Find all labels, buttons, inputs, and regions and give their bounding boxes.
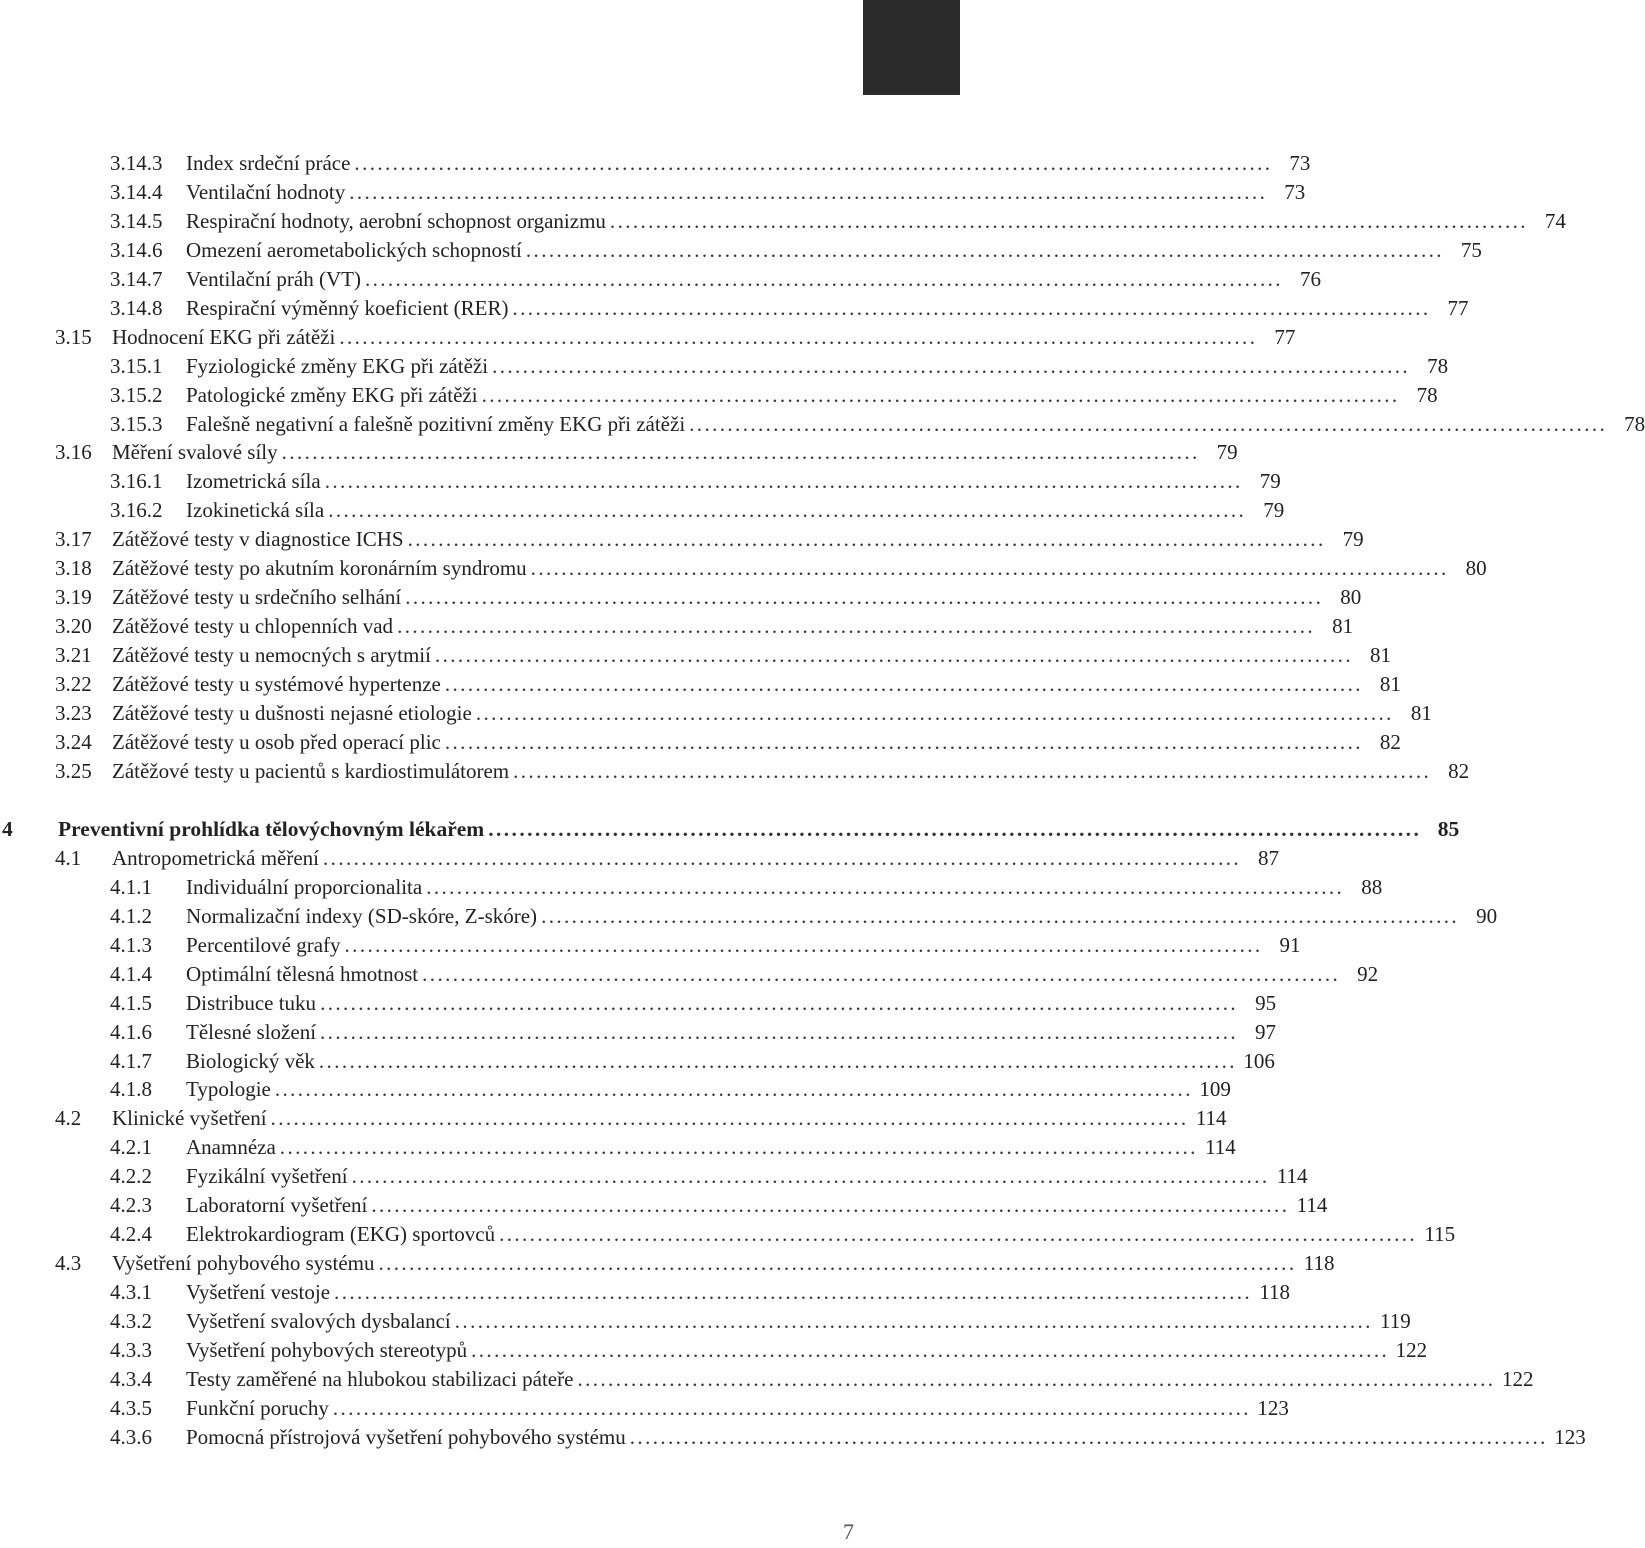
toc-entry-title: Pomocná přístrojová vyšetření pohybového systému [186,1425,626,1449]
toc-entry-number: 3.14.6 [110,238,163,262]
toc-entry-line [186,467,1281,496]
toc-entry-title: Preventivní prohlídka tělovýchovným lékařem [58,817,485,841]
toc-entry-page: 79 [1342,527,1364,551]
toc-entry-number: 3.15.1 [110,354,163,378]
toc-entry-title: Tělesné složení [186,1020,317,1044]
toc-entry-page: 118 [1259,1280,1291,1304]
toc-entry-title: Anamnéza [186,1135,276,1159]
toc-entry-page: 79 [1216,440,1238,464]
toc-entry-number: 3.16 [55,440,92,464]
toc-entry[interactable] [110,1047,1275,1076]
toc-entry-page: 73 [1289,151,1311,175]
toc-entry[interactable] [110,931,1301,960]
toc-leader-dots: ........................................................................................................................ [422,962,1341,986]
toc-entry-title: Funkční poruchy [186,1396,329,1420]
toc-entry-page: 74 [1544,209,1566,233]
toc-leader-dots: ........................................................................................................................ [444,730,1363,754]
toc-entry-page: 82 [1448,759,1470,783]
toc-entry-title: Zátěžové testy u dušnosti nejasné etiologie [112,701,472,725]
toc-entry[interactable] [110,236,1482,265]
toc-entry-page: 80 [1340,585,1362,609]
toc-entry-line [186,1047,1275,1076]
toc-entry-number: 4.1.1 [110,875,152,899]
toc-entry[interactable] [55,641,1391,670]
toc-entry-number: 4.1.8 [110,1077,152,1101]
toc-leader-dots: ........................................................................................................................ [364,267,1283,291]
toc-entry[interactable] [55,612,1354,641]
toc-entry[interactable] [55,1249,1335,1278]
toc-entry-page: 90 [1476,904,1498,928]
toc-entry-page: 115 [1424,1222,1456,1246]
toc-entry-number: 4.2.2 [110,1164,152,1188]
toc-entry-title: Měření svalové síly [112,440,278,464]
toc-entry-number: 4.3.6 [110,1425,152,1449]
toc-entry-title: Fyziologické změny EKG při zátěži [186,354,489,378]
toc-entry-title: Respirační hodnoty, aerobní schopnost organizmu [186,209,606,233]
toc-leader-dots: ........................................................................................................................ [481,383,1400,407]
toc-entry-number: 3.14.4 [110,180,163,204]
toc-entry-line [186,178,1306,207]
toc-entry-title: Index srdeční práce [186,151,351,175]
toc-entry-line [186,1018,1277,1047]
toc-entry-page: 77 [1447,296,1469,320]
toc-entry-number: 3.14.7 [110,267,163,291]
toc-entry[interactable] [110,989,1277,1018]
toc-entry-line [186,1191,1328,1220]
toc-entry-line [112,612,1354,641]
toc-entry-line [186,1220,1456,1249]
toc-entry-page: 109 [1199,1077,1231,1101]
toc-entry-title: Izokinetická síla [186,498,325,522]
toc-entry[interactable] [110,1191,1328,1220]
toc-entry-line [186,902,1498,931]
toc-leader-dots: ........................................................................................................................ [371,1193,1290,1217]
toc-entry[interactable] [110,410,1645,439]
toc-entry-title: Zátěžové testy u nemocných s arytmií [112,643,431,667]
toc-entry[interactable] [55,844,1280,873]
toc-entry[interactable] [110,294,1469,323]
toc-entry-number: 4.1.3 [110,933,152,957]
toc-entry-line [112,525,1364,554]
toc-entry[interactable] [55,757,1470,786]
toc-entry-number: 3.17 [55,527,92,551]
toc-entry-number: 4.1 [55,846,82,870]
toc-entry-page: 114 [1205,1135,1236,1159]
toc-entry-number: 3.16.1 [110,469,163,493]
toc-entry-number: 4.1.4 [110,962,152,986]
toc-leader-dots: ........................................................................................................................ [281,440,1200,464]
toc-entry-page: 123 [1554,1425,1586,1449]
toc-entry-page: 79 [1263,498,1285,522]
toc-entry-line [112,670,1401,699]
toc-leader-dots: ........................................................................................................................ [270,1106,1189,1130]
toc-entry-number: 3.20 [55,614,92,638]
toc-leader-dots: ........................................................................................................................ [434,643,1353,667]
toc-entry[interactable] [110,873,1383,902]
toc-entry[interactable] [110,1075,1231,1104]
toc-entry-line [186,410,1645,439]
toc-leader-dots: ........................................................................................................................ [525,238,1444,262]
toc-entry-line [186,352,1449,381]
toc-entry-line [112,699,1432,728]
toc-entry-line [112,728,1401,757]
toc-leader-dots: ........................................................................................................................ [530,556,1449,580]
toc-entry[interactable] [110,1336,1428,1365]
toc-entry-number: 4.3 [55,1251,82,1275]
toc-entry-line [186,1075,1231,1104]
toc-leader-dots: ........................................................................................................................ [513,759,1432,783]
toc-entry-page: 80 [1465,556,1487,580]
toc-entry-page: 85 [1437,817,1460,841]
toc-entry[interactable] [110,1162,1308,1191]
toc-entry[interactable] [55,1104,1227,1133]
toc-leader-dots: ........................................................................................................................ [320,991,1239,1015]
corner-tab [863,0,960,95]
toc-entry-page: 114 [1195,1106,1227,1130]
toc-entry-line [186,496,1285,525]
toc-entry-line [112,1104,1227,1133]
toc-entry[interactable] [110,1307,1411,1336]
toc-leader-dots: ........................................................................................................................ [407,527,1326,551]
toc-entry-line [186,873,1383,902]
toc-entry-page: 79 [1259,469,1281,493]
toc-entry-line [186,989,1277,1018]
toc-entry[interactable] [110,1394,1289,1423]
toc-entry[interactable] [110,902,1498,931]
toc-entry-line [186,381,1438,410]
toc-entry-line [112,757,1470,786]
toc-entry[interactable] [110,467,1281,496]
toc-entry-page: 119 [1380,1309,1411,1333]
toc-entry-line [186,1307,1411,1336]
toc-entry-line [186,207,1566,236]
toc-entry-number: 3.22 [55,672,92,696]
toc-leader-dots: ........................................................................................................................ [492,354,1411,378]
toc-entry-line [112,844,1280,873]
toc-leader-dots: ........................................................................................................................ [318,1049,1237,1073]
toc-entry-title: Zátěžové testy u pacientů s kardiostimulátorem [112,759,510,783]
toc-entry-title: Zátěžové testy u chlopenních vad [112,614,394,638]
toc-entry-line [112,641,1391,670]
toc-leader-dots: ........................................................................................................................ [344,933,1263,957]
toc-entry[interactable] [55,670,1401,699]
toc-entry[interactable] [110,1220,1456,1249]
toc-entry-number: 4.1.5 [110,991,152,1015]
toc-leader-dots: ........................................................................................................................ [324,469,1243,493]
toc-entry-line [186,931,1301,960]
toc-entry-number: 3.21 [55,643,92,667]
toc-leader-dots: ........................................................................................................................ [378,1251,1297,1275]
toc-entry-title: Respirační výměnný koeficient (RER) [186,296,509,320]
toc-entry-title: Vyšetření vestoje [186,1280,331,1304]
toc-leader-dots: ........................................................................................................................ [405,585,1324,609]
toc-entry-number: 3.16.2 [110,498,163,522]
toc-entry-title: Izometrická síla [186,469,321,493]
toc-entry-page: 114 [1296,1193,1328,1217]
toc-entry[interactable] [110,178,1306,207]
toc-leader-dots: ........................................................................................................................ [475,701,1394,725]
toc-entry-number: 4.3.2 [110,1309,152,1333]
toc-leader-dots: ........................................................................................................................ [354,151,1273,175]
toc-leader-dots: ........................................................................................................................ [577,1367,1496,1391]
toc-entry-title: Biologický věk [186,1049,315,1073]
toc-leader-dots: ........................................................................................................................ [332,1396,1251,1420]
toc-entry-title: Zátěžové testy u systémové hypertenze [112,672,441,696]
toc-entry-line [186,1278,1291,1307]
toc-entry-number: 4.2.1 [110,1135,152,1159]
toc-entry-page: 81 [1332,614,1354,638]
toc-leader-dots: ........................................................................................................................ [629,1425,1548,1449]
toc-entry-page: 118 [1303,1251,1335,1275]
toc-entry[interactable] [110,207,1566,236]
toc-leader-dots: ........................................................................................................................ [609,209,1528,233]
toc-entry-line [186,1162,1308,1191]
toc-entry-number: 3.15.3 [110,412,163,436]
toc-entry-page: 77 [1274,325,1296,349]
toc-entry-line [112,323,1296,352]
toc-entry-number: 3.14.8 [110,296,163,320]
toc-entry-page: 78 [1416,383,1438,407]
toc-entry-line [112,1249,1335,1278]
toc-entry-page: 122 [1395,1338,1428,1362]
toc-entry-number: 3.18 [55,556,92,580]
toc-entry-number: 4.3.4 [110,1367,152,1391]
toc-entry[interactable] [55,583,1362,612]
toc-entry-number: 4.1.2 [110,904,152,928]
toc-entry[interactable] [55,438,1238,467]
toc-entry-page: 114 [1276,1164,1308,1188]
toc-entry-title: Omezení aerometabolických schopností [186,238,522,262]
toc-entry-number: 3.14.3 [110,151,163,175]
toc-entry-number: 4.2.3 [110,1193,152,1217]
toc-entry[interactable] [110,1133,1236,1162]
toc-entry-page: 87 [1258,846,1280,870]
toc-leader-dots: ........................................................................................................................ [444,672,1363,696]
toc-entry-title: Optimální tělesná hmotnost [186,962,419,986]
toc-entry-page: 81 [1410,701,1432,725]
toc-leader-dots: ........................................................................................................................ [397,614,1316,638]
toc-entry-line [186,1133,1236,1162]
toc-entry[interactable] [55,699,1432,728]
toc-entry-number: 3.14.5 [110,209,163,233]
toc-entry-title: Patologické změny EKG při zátěži [186,383,478,407]
toc-entry-page: 82 [1379,730,1401,754]
toc-entry[interactable] [55,525,1364,554]
toc-entry-page: 91 [1279,933,1301,957]
toc-entry-number: 4.1.7 [110,1049,152,1073]
toc-entry-title: Zátěžové testy u osob před operací plic [112,730,441,754]
toc-entry-line [186,236,1482,265]
toc-leader-dots: ........................................................................................................................ [339,325,1258,349]
toc-entry-line [186,265,1321,294]
toc-entry-title: Ventilační hodnoty [186,180,346,204]
toc-entry-title: Fyzikální vyšetření [186,1164,348,1188]
toc-leader-dots: ........................................................................................................................ [349,180,1268,204]
toc-entry-page: 106 [1243,1049,1275,1073]
toc-entry[interactable] [110,265,1321,294]
toc-entry-number: 3.24 [55,730,92,754]
toc-entry-line [112,554,1487,583]
toc-entry-title: Vyšetření pohybových stereotypů [186,1338,468,1362]
toc-entry-number: 4.3.5 [110,1396,152,1420]
toc-entry-line [186,1423,1586,1452]
toc-entry[interactable] [110,149,1311,178]
toc-entry-title: Laboratorní vyšetření [186,1193,368,1217]
toc-leader-dots: ........................................................................................................................ [512,296,1431,320]
toc-entry-page: 123 [1257,1396,1289,1420]
toc-entry-title: Antropometrická měření [112,846,320,870]
toc-leader-dots: ........................................................................................................................ [454,1309,1373,1333]
toc-entry-line [186,294,1469,323]
toc-entry-title: Zátěžové testy po akutním koronárním syndromu [112,556,527,580]
toc-entry[interactable] [110,1365,1534,1394]
toc-entry-page: 95 [1255,991,1277,1015]
toc-leader-dots: ........................................................................................................................ [279,1135,1198,1159]
toc-entry-line [112,438,1238,467]
toc-entry-title: Zátěžové testy u srdečního selhání [112,585,402,609]
toc-entry-page: 81 [1369,643,1391,667]
toc-entry-number: 4.3.1 [110,1280,152,1304]
toc-entry-title: Vyšetření pohybového systému [112,1251,375,1275]
toc-entry-number: 3.23 [55,701,92,725]
toc-entry[interactable] [2,815,1460,844]
toc-leader-dots: ........................................................................................................................ [328,498,1247,522]
toc-entry-title: Individuální proporcionalita [186,875,423,899]
toc-entry[interactable] [110,496,1285,525]
toc-entry-line [186,149,1311,178]
toc-entry-number: 4.1.6 [110,1020,152,1044]
toc-entry-title: Percentilové grafy [186,933,341,957]
toc-entry-page: 78 [1624,412,1645,436]
toc-entry-line [186,1365,1534,1394]
toc-entry-number: 3.25 [55,759,92,783]
toc-entry-line [112,583,1362,612]
toc-entry-number: 3.19 [55,585,92,609]
toc-entry-title: Hodnocení EKG při zátěži [112,325,336,349]
toc-leader-dots: ........................................................................................................................ [351,1164,1270,1188]
toc-entry-page: 76 [1299,267,1321,291]
toc-entry-line [58,815,1460,844]
toc-entry-page: 122 [1501,1367,1534,1391]
toc-entry[interactable] [110,352,1449,381]
toc-entry[interactable] [110,381,1438,410]
toc-leader-dots: ........................................................................................................................ [488,817,1422,841]
toc-entry-page: 92 [1357,962,1379,986]
toc-entry-title: Distribuce tuku [186,991,317,1015]
toc-entry-title: Klinické vyšetření [112,1106,267,1130]
toc-entry-number: 4.2.4 [110,1222,152,1246]
toc-entry-number: 4 [2,817,13,841]
toc-entry[interactable] [110,1278,1291,1307]
toc-entry-title: Elektrokardiogram (EKG) sportovců [186,1222,496,1246]
toc-entry[interactable] [55,323,1296,352]
toc-entry[interactable] [110,960,1379,989]
toc-entry-page: 75 [1460,238,1482,262]
toc-entry[interactable] [110,1423,1586,1452]
toc-leader-dots: ........................................................................................................................ [541,904,1460,928]
toc-entry[interactable] [55,554,1487,583]
toc-entry-page: 78 [1427,354,1449,378]
toc-entry-title: Normalizační indexy (SD-skóre, Z-skóre) [186,904,538,928]
toc-entry-line [186,1394,1289,1423]
toc-leader-dots: ........................................................................................................................ [499,1222,1418,1246]
toc-entry-number: 4.3.3 [110,1338,152,1362]
toc-entry-page: 81 [1379,672,1401,696]
toc-entry[interactable] [110,1018,1277,1047]
toc-entry-number: 4.2 [55,1106,82,1130]
toc-entry-title: Testy zaměřené na hlubokou stabilizaci páteře [186,1367,574,1391]
toc-leader-dots: ........................................................................................................................ [689,412,1608,436]
toc-entry-title: Ventilační práh (VT) [186,267,361,291]
toc-entry-line [186,960,1379,989]
toc-entry-line [186,1336,1428,1365]
toc-leader-dots: ........................................................................................................................ [274,1077,1193,1101]
toc-entry-title: Vyšetření svalových dysbalancí [186,1309,451,1333]
page-number: 7 [843,1519,854,1544]
toc-entry-title: Falešně negativní a falešně pozitivní změny EKG při zátěži [186,412,686,436]
toc-entry-page: 88 [1361,875,1383,899]
toc-leader-dots: ........................................................................................................................ [334,1280,1253,1304]
toc-entry-page: 97 [1255,1020,1277,1044]
toc-entry-number: 3.15 [55,325,92,349]
toc-entry-number: 3.15.2 [110,383,163,407]
toc-leader-dots: ........................................................................................................................ [426,875,1345,899]
toc-leader-dots: ........................................................................................................................ [320,1020,1239,1044]
toc-entry-title: Zátěžové testy v diagnostice ICHS [112,527,404,551]
toc-entry-title: Typologie [186,1077,271,1101]
toc-leader-dots: ........................................................................................................................ [471,1338,1390,1362]
toc-entry-page: 73 [1284,180,1306,204]
toc-leader-dots: ........................................................................................................................ [323,846,1242,870]
toc-entry[interactable] [55,728,1401,757]
